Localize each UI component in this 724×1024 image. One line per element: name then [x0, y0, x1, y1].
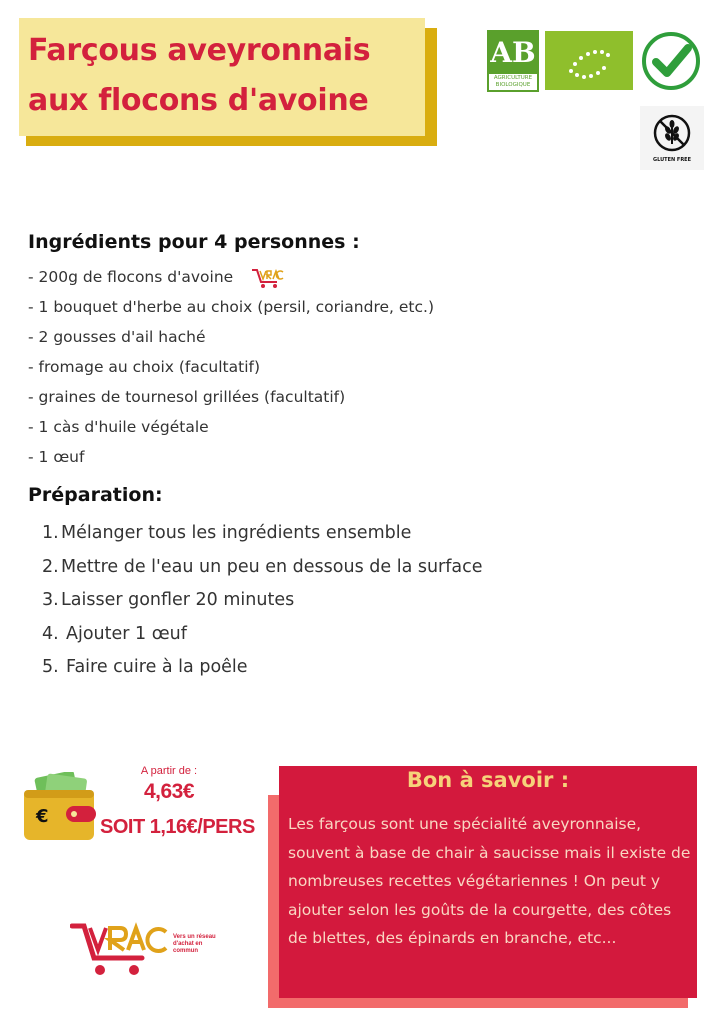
tip-title: Bon à savoir : — [406, 768, 570, 792]
wallet-euro-symbol: € — [36, 806, 49, 827]
tip-body: Les farçous sont une spécialité aveyronnaise, souvent à base de chair à saucisse mais il existe de nombreuses recettes végétariennes ! On peut y ajouter selon les goûts de la courgette, des côtes de blettes, des épinards en branche, etc... — [288, 815, 691, 948]
preparation-step — [42, 618, 483, 652]
ingredients-heading: Ingrédients pour 4 personnes : — [28, 231, 360, 253]
step-number: 5. — [42, 657, 59, 677]
recipe-title-line-2: aux flocons d'avoine — [28, 83, 369, 118]
step-number: 1. — [42, 523, 59, 543]
ingredient-item: - 2 gousses d'ail haché — [28, 322, 434, 352]
preparation-steps — [42, 517, 483, 685]
vrac-tagline: Vers un réseau d'achat en commun — [173, 934, 216, 954]
ingredient-item: - 1 œuf — [28, 442, 434, 472]
step-text: Ajouter 1 œuf — [66, 623, 187, 644]
ingredient-text: 200g de flocons d'avoine — [38, 268, 234, 286]
step-text: Mettre de l'eau un peu en dessous de la surface — [61, 556, 483, 577]
ab-letters: AB — [489, 32, 537, 74]
recipe-title — [19, 18, 425, 136]
step-number: 4. — [42, 623, 59, 644]
ab-caption-line-1: AGRICULTURE — [493, 75, 533, 81]
gluten-free-label: GLUTEN FREE — [652, 157, 692, 163]
ingredient-item: - graines de tournesol grillées (facultatif) — [28, 382, 434, 412]
ab-organic-logo — [487, 30, 539, 92]
recipe-title-line-1: Farçous aveyronnais — [28, 33, 371, 68]
vrac-cart-icon — [250, 266, 292, 290]
step-text: Faire cuire à la poêle — [66, 657, 248, 677]
preparation-step — [42, 651, 483, 685]
vegan-check-icon — [640, 30, 702, 92]
ingredient-item — [28, 262, 434, 292]
ingredient-item: - 1 bouquet d'herbe au choix (persil, coriandre, etc.) — [28, 292, 434, 322]
step-text: Mélanger tous les ingrédients ensemble — [61, 523, 412, 543]
step-text: Laisser gonfler 20 minutes — [61, 590, 295, 610]
preparation-step — [42, 517, 483, 551]
eu-organic-leaf-icon — [545, 31, 633, 90]
preparation-step — [42, 584, 483, 618]
vrac-logo — [70, 918, 216, 980]
ingredients-list — [28, 262, 434, 472]
price-per-person: SOIT 1,16€/PERS — [100, 816, 255, 838]
gluten-free-badge — [640, 106, 704, 170]
preparation-heading: Préparation: — [28, 484, 163, 506]
step-number: 3. — [42, 590, 59, 610]
price-from-label: A partir de : — [140, 765, 198, 777]
tip-box — [279, 766, 697, 998]
vrac-cart-logo-icon — [70, 918, 170, 980]
ingredient-item: - fromage au choix (facultatif) — [28, 352, 434, 382]
price-total: 4,63€ — [143, 780, 195, 803]
preparation-step — [42, 551, 483, 585]
ab-caption-line-2: BIOLOGIQUE — [495, 82, 531, 88]
wallet-icon — [22, 772, 98, 842]
ingredient-item: - 1 càs d'huile végétale — [28, 412, 434, 442]
ab-caption — [489, 75, 537, 89]
step-number: 2. — [42, 556, 59, 577]
